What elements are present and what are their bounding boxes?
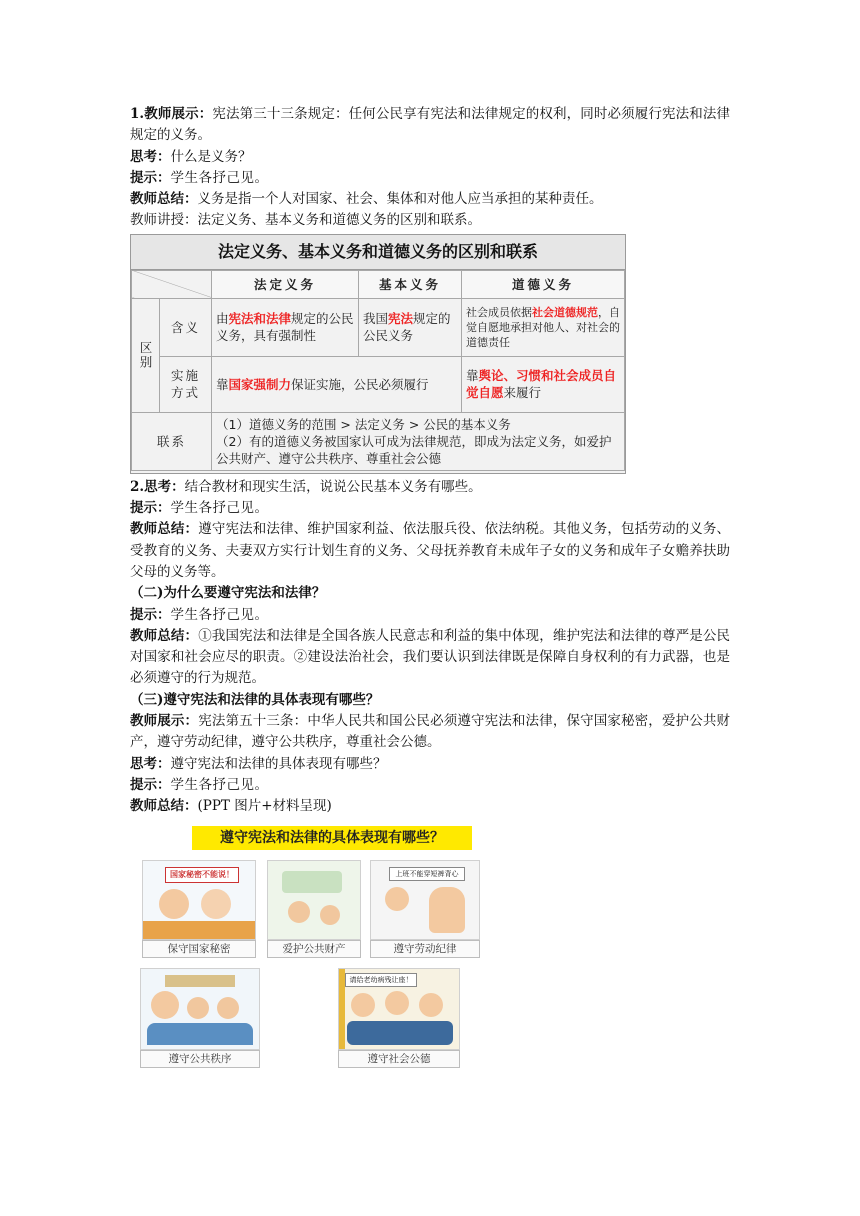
label-meaning: 含义 [160,298,212,356]
sec4-think: 思考：遵守宪法和法律的具体表现有哪些？ [130,755,387,772]
caption-keep-secrets: 保守国家秘密 [142,940,256,958]
picture-public-property [267,860,361,940]
sec3-summary: 教师总结：①我国宪法和法律是全国各族人民意志和利益的集中体现，维护宪法和法律的尊严是公民对国家和社会应尽的职责。②建设法治社会，我们要认识到法律既是保障自身权利的有力武器，也是必须遵守的行为规范。 [130,627,731,687]
sec3-heading: （二)为什么要遵守宪法和法律？ [130,585,326,602]
illustration-banner: 遵守宪法和法律的具体表现有哪些？ [192,826,472,850]
caption-public-property: 爱护公共财产 [267,940,361,958]
caption-public-order: 遵守公共秩序 [140,1050,260,1068]
sec1-lecture: 教师讲授：法定义务、基本义务和道德义务的区别和联系。 [130,212,481,229]
sec2-hint: 提示：学生各抒己见。 [130,500,269,517]
sec4-hint: 提示：学生各抒己见。 [130,776,269,793]
sec1-show: 1.教师展示：宪法第三十三条规定：任何公民享有宪法和法律规定的权利，同时必须履行宪法和法律规定的义务。 [130,106,731,144]
person-icon [187,997,209,1019]
sec1-think: 思考：什么是义务？ [130,148,252,165]
person-icon [217,997,239,1019]
worker-icon [385,887,409,911]
header-basic-duty: 基本义务 [359,270,462,298]
cell-moral-meaning: 社会成员依据社会道德规范，自觉自愿地承担对他人、对社会的道德责任 [462,298,625,356]
man-icon [151,991,179,1019]
banner-icon [165,975,235,987]
sec2-summary: 教师总结：遵守宪法和法律、维护国家利益、依法服兵役、依法纳税。其他义务，包括劳动的义务、受教育的义务、夫妻双方实行计划生育的义务、父母抚养教育未成年子女的义务和成年子女赡养扶助父母的义务等。 [130,521,731,580]
caption-social-ethics: 遵守社会公德 [338,1050,460,1068]
passenger-icon [385,991,409,1015]
duty-comparison-table [130,234,626,474]
sec4-summary: 教师总结：(PPT 图片+材料呈现) [130,798,332,815]
cell-moral-implementation: 靠舆论、习惯和社会成员自觉自愿来履行 [462,356,625,412]
sec4-heading: （三)遵守宪法和法律的具体表现有哪些？ [130,691,380,708]
dress-code-sign: 上班不能穿短裤背心 [389,867,465,881]
seat-sign: 请给老幼病残让座！ [345,973,417,987]
picture-keep-secrets [142,860,256,940]
law-illustration [130,826,480,1066]
child-icon [320,905,340,925]
caption-labor-discipline: 遵守劳动纪律 [370,940,480,958]
table-title: 法定义务、基本义务和道德义务的区别和联系 [131,235,625,270]
cell-connection: （1）道德义务的范围 > 法定义务 > 公民的基本义务 （2）有的道德义务被国家认可成为法律规范，即成为法定义务，如爱护公共财产、遵守公共秩序、尊重社会公德 [212,412,625,470]
sec1-hint: 提示：学生各抒己见。 [130,169,269,186]
document-page [130,104,730,1066]
sec2-think: 2.思考：结合教材和现实生活，说说公民基本义务有哪些。 [130,478,482,495]
park-sign-icon [282,871,342,893]
person-icon [201,889,231,919]
bus-pole-icon [339,969,345,1049]
passenger-icon [351,993,375,1017]
passenger-icon [419,993,443,1017]
label-implementation: 实施方式 [160,356,212,412]
stop-hand-icon [429,887,465,933]
person-icon [159,889,189,919]
child-icon [288,901,310,923]
crowd-icon [147,1023,253,1045]
picture-labor-discipline [370,860,480,940]
header-legal-duty: 法定义务 [212,270,359,298]
sec3-hint: 提示：学生各抒己见。 [130,606,269,623]
table-corner [132,270,212,298]
sec1-summary: 教师总结：义务是指一个人对国家、社会、集体和对他人应当承担的某种责任。 [130,191,603,208]
sec4-show: 教师展示：宪法第五十三条：中华人民共和国公民必须遵守宪法和法律，保守国家秘密，爱护公共财产，遵守劳动纪律，遵守公共秩序，尊重社会公德。 [130,713,731,751]
picture-public-order [140,968,260,1050]
header-moral-duty: 道德义务 [462,270,625,298]
label-connection: 联系 [132,412,212,470]
table-icon [143,921,255,939]
secret-sign: 国家秘密不能说！ [165,867,239,883]
cell-basic-meaning: 我国宪法规定的公民义务 [359,298,462,356]
label-difference: 区别 [132,298,160,412]
cell-legal-implementation: 靠国家强制力保证实施，公民必须履行 [212,356,462,412]
cell-legal-meaning: 由宪法和法律规定的公民义务，具有强制性 [212,298,359,356]
bus-seat-icon [347,1021,453,1045]
picture-social-ethics [338,968,460,1050]
